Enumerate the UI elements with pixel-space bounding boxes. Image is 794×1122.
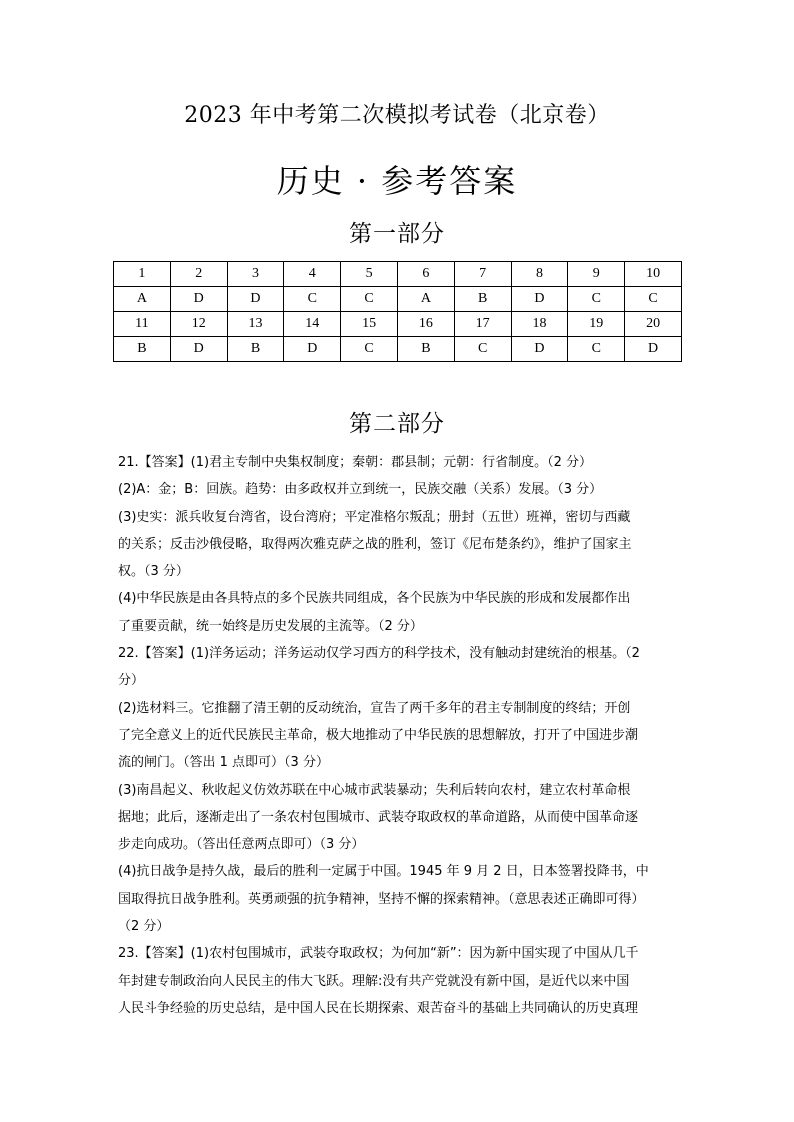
answer-text-line: （2 分） <box>118 919 170 935</box>
question-number-cell: 17 <box>454 312 511 337</box>
answer-cell: D <box>170 337 227 362</box>
question-number-row <box>114 312 682 337</box>
answer-text-line: (2)选材料三。它推翻了清王朝的反动统治，宣告了两千多年的君主专制制度的终结；开创 <box>118 700 631 716</box>
answer-cell: C <box>341 287 398 312</box>
question-number-cell: 10 <box>625 262 682 287</box>
exam-title: 2023 年中考第二次模拟考试卷（北京卷） <box>184 103 610 128</box>
answer-cell: C <box>454 337 511 362</box>
answer-cell: D <box>227 287 284 312</box>
answer-cell: A <box>397 287 454 312</box>
answer-text-line: 22.【答案】(1)洋务运动；洋务运动仅学习西方的科学技术，没有触动封建统治的根基。（2 <box>118 646 640 662</box>
question-number-cell: 1 <box>114 262 171 287</box>
answer-explanations <box>118 449 686 1022</box>
answer-row <box>114 287 682 312</box>
question-number-cell: 13 <box>227 312 284 337</box>
answer-text-line: 分） <box>118 673 145 689</box>
answer-cell: D <box>625 337 682 362</box>
answer-text-line: (2)A：金；B：回族。趋势：由多政权并立到统一，民族交融（关系）发展。（3 分） <box>118 482 603 498</box>
answer-cell: C <box>341 337 398 362</box>
answer-text-line: 23.【答案】(1)农村包围城市，武装夺取政权；为何加“新”：因为新中国实现了中国从几千 <box>118 946 639 962</box>
answer-text-line: (4)中华民族是由各具特点的多个民族共同组成，各个民族为中华民族的形成和发展都作出 <box>118 591 631 607</box>
question-number-cell: 16 <box>397 312 454 337</box>
answer-text-line: 据地；此后，逐渐走出了一条农村包围城市、武装夺取政权的革命道路，从而使中国革命逐 <box>118 809 639 825</box>
answer-text-line: 21.【答案】(1)君主专制中央集权制度；秦朝：郡县制；元朝：行省制度。（2 分） <box>118 455 592 470</box>
answer-cell: C <box>625 287 682 312</box>
part1-title: 第一部分 <box>349 221 445 247</box>
answer-cell: B <box>454 287 511 312</box>
question-number-cell: 11 <box>114 312 171 337</box>
question-number-cell: 9 <box>568 262 625 287</box>
answer-text-line: 流的闸门。（答出 1 点即可）（3 分） <box>118 755 329 771</box>
question-number-cell: 12 <box>170 312 227 337</box>
answer-cell: D <box>511 287 568 312</box>
answer-text-line: 了重要贡献，统一始终是历史发展的主流等。（2 分） <box>118 618 423 634</box>
question-number-cell: 7 <box>454 262 511 287</box>
question-number-cell: 2 <box>170 262 227 287</box>
answer-cell: B <box>114 337 171 362</box>
question-number-cell: 14 <box>284 312 341 337</box>
answer-text-line: 步走向成功。（答出任意两点即可）（3 分） <box>118 837 365 853</box>
answer-cell: D <box>511 337 568 362</box>
answer-cell: D <box>284 337 341 362</box>
question-number-cell: 3 <box>227 262 284 287</box>
question-number-cell: 4 <box>284 262 341 287</box>
part2-title: 第二部分 <box>349 411 445 437</box>
answer-text-line: (4)抗日战争是持久战，最后的胜利一定属于中国。1945 年 9 月 2 日，日本签署投降书，中 <box>118 864 649 880</box>
answer-text-line: 年封建专制政治向人民民主的伟大飞跃。理解:没有共产党就没有新中国，是近代以来中国 <box>118 973 630 989</box>
question-number-row <box>114 262 682 287</box>
answer-table <box>113 261 682 362</box>
answer-cell: C <box>568 337 625 362</box>
answer-text-line: (3)史实：派兵收复台湾省，设台湾府；平定准格尔叛乱；册封（五世）班禅，密切与西藏 <box>118 509 631 525</box>
answer-text-line: 了完全意义上的近代民族民主革命，极大地推动了中华民族的思想解放，打开了中国进步潮 <box>118 727 639 743</box>
answer-text-line: 国取得抗日战争胜利。英勇顽强的抗争精神，坚持不懈的探索精神。（意思表述正确即可得） <box>118 891 645 907</box>
answer-cell: C <box>568 287 625 312</box>
subject-title: 历史 · 参考答案 <box>276 162 518 200</box>
answer-text-line: (3)南昌起义、秋收起义仿效苏联在中心城市武装暴动；失利后转向农村，建立农村革命根 <box>118 782 631 798</box>
answer-text-line: 权。（3 分） <box>118 564 189 580</box>
answer-cell: B <box>397 337 454 362</box>
answer-cell: D <box>170 287 227 312</box>
question-number-cell: 19 <box>568 312 625 337</box>
question-number-cell: 5 <box>341 262 398 287</box>
answer-text-line: 的关系；反击沙俄侵略，取得两次雅克萨之战的胜利，签订《尼布楚条约》，维护了国家主 <box>118 536 632 552</box>
question-number-cell: 8 <box>511 262 568 287</box>
answer-text-line: 人民斗争经验的历史总结，是中国人民在长期探索、艰苦奋斗的基础上共同确认的历史真理 <box>118 1000 639 1016</box>
answer-cell: B <box>227 337 284 362</box>
question-number-cell: 18 <box>511 312 568 337</box>
answer-cell: A <box>114 287 171 312</box>
answer-row <box>114 337 682 362</box>
question-number-cell: 15 <box>341 312 398 337</box>
question-number-cell: 20 <box>625 312 682 337</box>
answer-cell: C <box>284 287 341 312</box>
question-number-cell: 6 <box>397 262 454 287</box>
